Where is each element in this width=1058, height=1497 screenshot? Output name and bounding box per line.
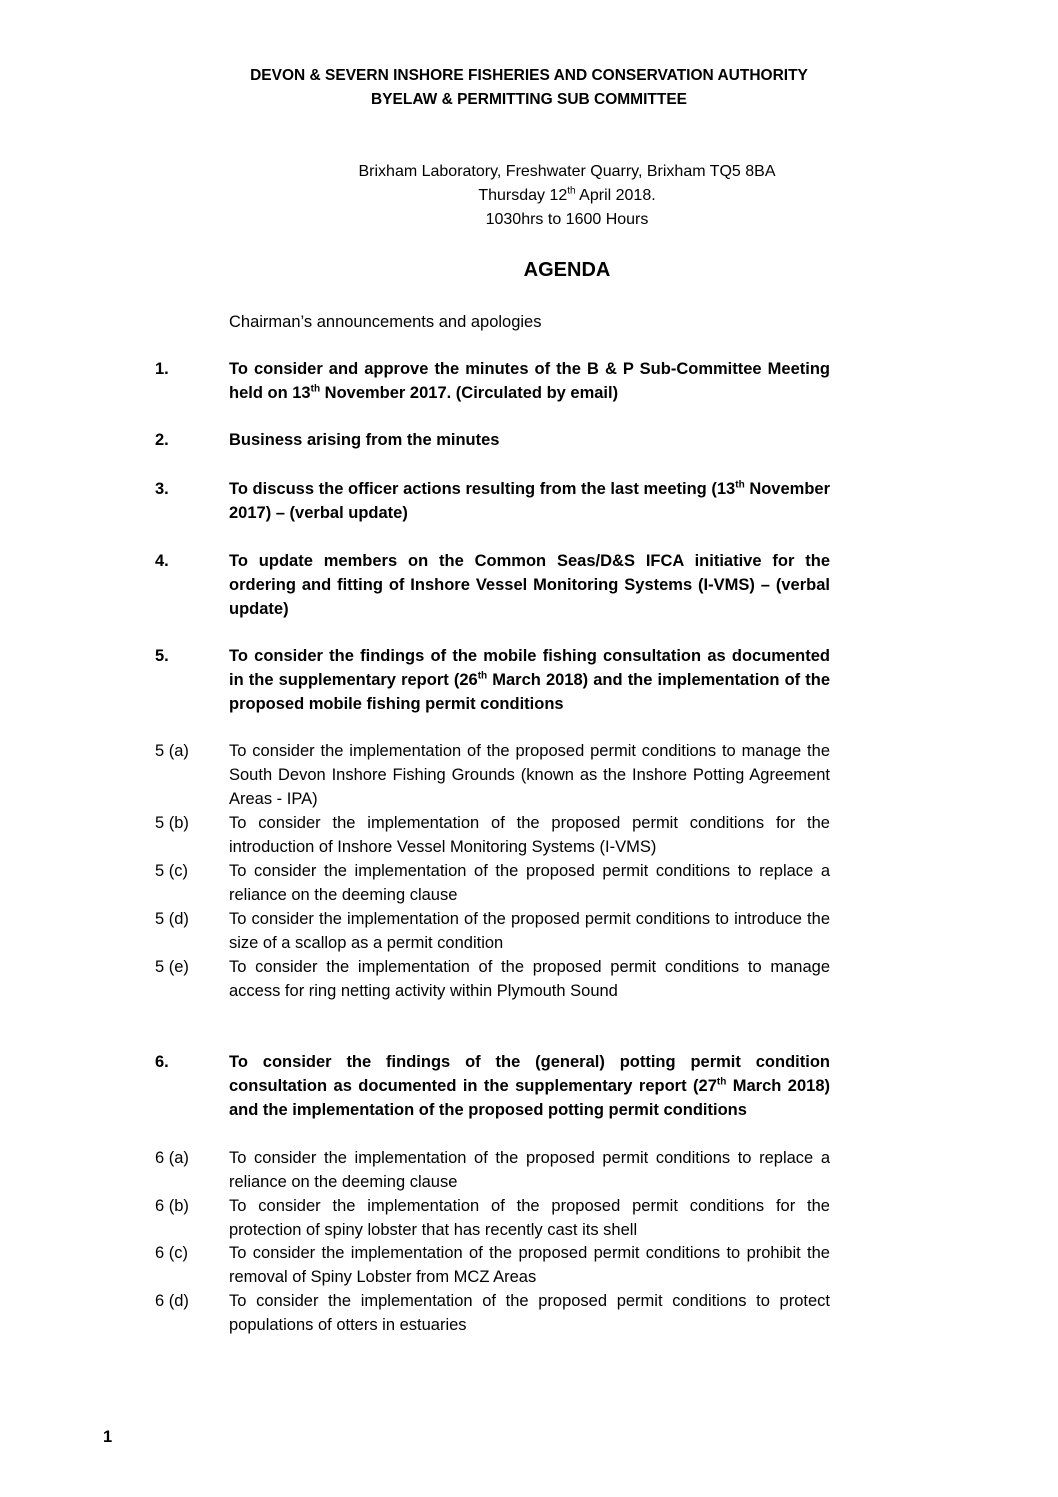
item-number: 6 (d) xyxy=(155,1292,189,1310)
item-text: To consider the findings of the (general) potting permit condition consultation as documented in the supplementary report (27th March 2018) and the implementation of the proposed potting permit conditions xyxy=(229,1053,830,1119)
item-text: To consider the implementation of the proposed permit conditions to prohibit the removal of Spiny Lobster from MCZ Areas xyxy=(229,1244,830,1286)
item-text: To consider the implementation of the proposed permit conditions to manage the South Devon Inshore Fishing Grounds (known as the Inshore Potting Agreement Areas - IPA) xyxy=(229,742,830,808)
page-number: 1 xyxy=(103,1428,113,1446)
item-text: To consider the implementation of the proposed permit conditions for the protection of spiny lobster that has recently cast its shell xyxy=(229,1197,830,1239)
item-text: Business arising from the minutes xyxy=(229,431,500,449)
item-number: 5 (a) xyxy=(155,742,189,760)
item-text: To consider the implementation of the proposed permit conditions to manage access for ring netting activity within Plymouth Sound xyxy=(229,958,830,1000)
item-number: 2. xyxy=(155,431,169,449)
item-number: 5. xyxy=(155,647,169,665)
item-number: 5 (b) xyxy=(155,814,189,832)
item-text: To consider the implementation of the proposed permit conditions to protect populations of otters in estuaries xyxy=(229,1292,830,1334)
item-text: To consider the implementation of the proposed permit conditions for the introduction of Inshore Vessel Monitoring Systems (I-VMS) xyxy=(229,814,830,856)
venue-address: Brixham Laboratory, Freshwater Quarry, Brixham TQ5 8BA xyxy=(358,163,776,180)
item-text: To consider and approve the minutes of the B & P Sub-Committee Meeting held on 13th November 2017. (Circulated by email) xyxy=(229,360,830,402)
item-number: 4. xyxy=(155,552,169,570)
committee-title: BYELAW & PERMITTING SUB COMMITTEE xyxy=(370,91,688,108)
org-title: DEVON & SEVERN INSHORE FISHERIES AND CONSERVATION AUTHORITY xyxy=(250,67,808,84)
item-text: To discuss the officer actions resulting from the last meeting (13th November 2017) – (verbal update) xyxy=(229,479,831,522)
item-number: 5 (d) xyxy=(155,910,189,928)
intro-line: Chairman’s announcements and apologies xyxy=(229,313,542,331)
meeting-time: 1030hrs to 1600 Hours xyxy=(485,211,649,228)
item-number: 6 (a) xyxy=(155,1149,189,1167)
item-text: To update members on the Common Seas/D&S IFCA initiative for the ordering and fitting of Inshore Vessel Monitoring Systems (I-VMS) – (verbal update) xyxy=(229,552,830,618)
item-number: 1. xyxy=(155,360,169,378)
item-number: 6 (b) xyxy=(155,1197,189,1215)
item-text: To consider the implementation of the proposed permit conditions to replace a reliance on the deeming clause xyxy=(229,1149,830,1191)
item-text: To consider the findings of the mobile fishing consultation as documented in the supplementary report (26th March 2018) and the implementation of the proposed mobile fishing permit conditions xyxy=(229,647,830,713)
item-number: 5 (e) xyxy=(155,958,189,976)
item-number: 6. xyxy=(155,1053,169,1071)
item-number: 5 (c) xyxy=(155,862,188,880)
item-number: 6 (c) xyxy=(155,1244,188,1262)
item-text: To consider the implementation of the proposed permit conditions to introduce the size of a scallop as a permit condition xyxy=(229,910,830,952)
agenda-title: AGENDA xyxy=(523,259,611,281)
item-number: 3. xyxy=(155,480,169,498)
meeting-date: Thursday 12th April 2018. xyxy=(478,185,656,204)
item-text: To consider the implementation of the proposed permit conditions to replace a reliance on the deeming clause xyxy=(229,862,830,904)
